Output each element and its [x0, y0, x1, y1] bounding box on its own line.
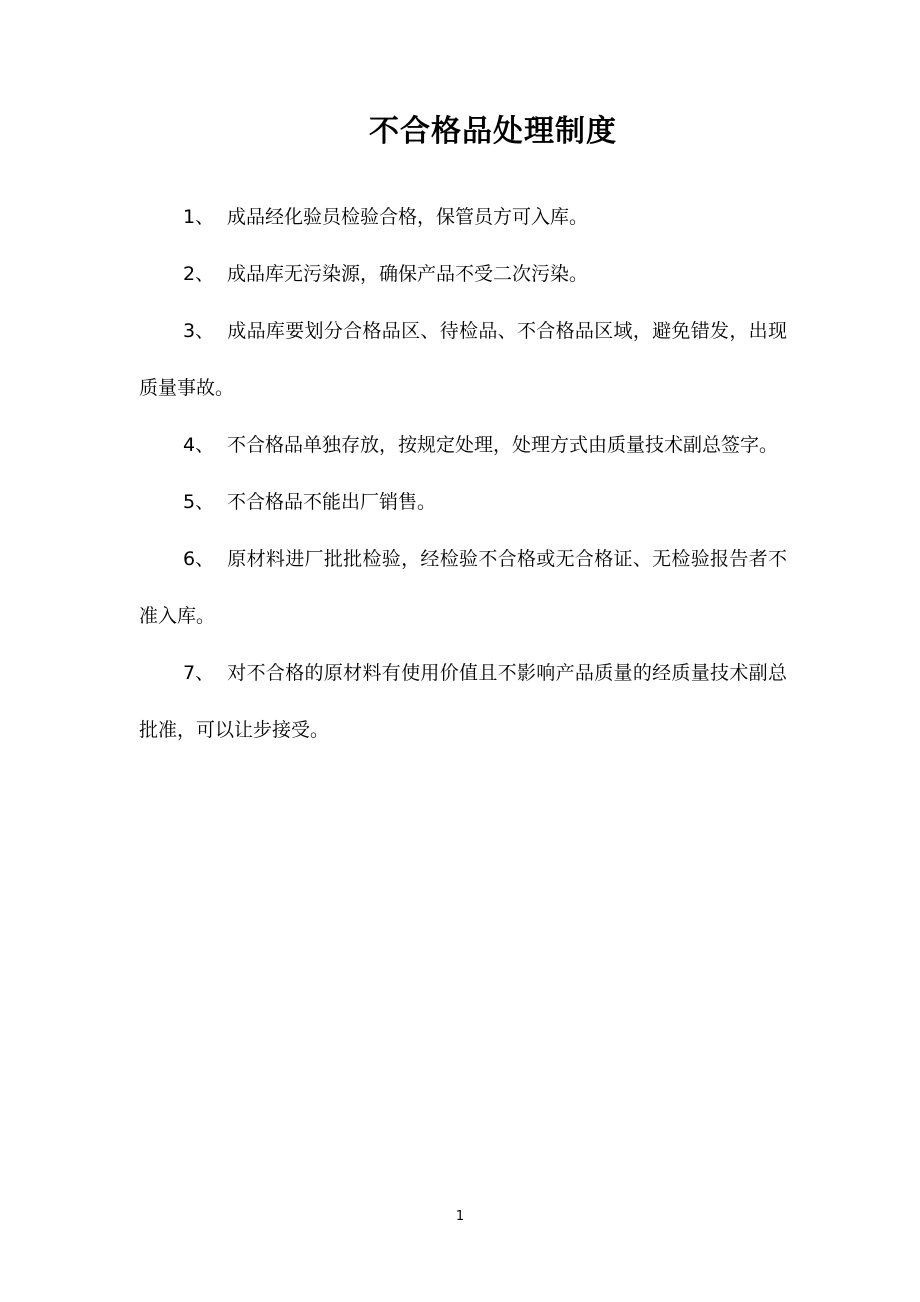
- item-text: 成品库无污染源，确保产品不受二次污染。: [227, 263, 589, 285]
- page-number: 1: [455, 1209, 465, 1224]
- list-item: [139, 474, 787, 531]
- item-text: 成品库要划分合格品区、待检品、不合格品区域，避免错发，出现质量事故。: [139, 320, 787, 399]
- item-number: 7、: [183, 662, 215, 684]
- item-number: 3、: [183, 320, 215, 342]
- list-item: [139, 645, 787, 759]
- item-text: 对不合格的原材料有使用价值且不影响产品质量的经质量技术副总批准，可以让步接受。: [139, 662, 787, 741]
- item-number: 6、: [183, 548, 215, 570]
- list-item: [139, 417, 787, 474]
- item-number: 5、: [183, 491, 215, 513]
- item-number: 4、: [183, 434, 215, 456]
- list-item: [139, 303, 787, 417]
- item-text: 原材料进厂批批检验，经检验不合格或无合格证、无检验报告者不准入库。: [139, 548, 787, 627]
- document-title: 不合格品处理制度: [369, 114, 617, 149]
- item-number: 1、: [183, 206, 215, 228]
- document-body: [139, 189, 787, 759]
- item-text: 不合格品不能出厂销售。: [227, 491, 437, 513]
- item-text: 不合格品单独存放，按规定处理，处理方式由质量技术副总签字。: [227, 434, 779, 456]
- list-item: [139, 531, 787, 645]
- item-text: 成品经化验员检验合格，保管员方可入库。: [227, 206, 589, 228]
- list-item: [139, 246, 787, 303]
- list-item: [139, 189, 787, 246]
- item-number: 2、: [183, 263, 215, 285]
